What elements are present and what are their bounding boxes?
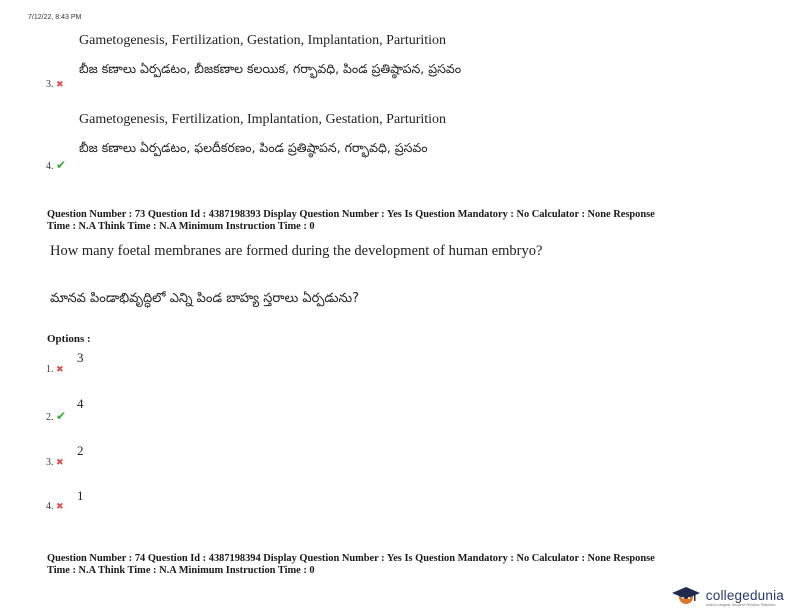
check-icon: ✔ bbox=[56, 158, 67, 172]
graduate-cap-icon bbox=[669, 586, 703, 608]
question-74-meta bbox=[47, 553, 655, 577]
option-3-value: 2 bbox=[77, 443, 84, 458]
check-icon: ✔ bbox=[56, 409, 67, 423]
options-label: Options : bbox=[47, 333, 91, 345]
meta-line-1: Question Number : 74 Question Id : 4387198394 Display Question Number : Yes Is Question Mandatory : No Calculator : None Response bbox=[47, 553, 655, 564]
option-4-value: 1 bbox=[77, 488, 84, 503]
prev-option-3-english: Gametogenesis, Fertilization, Gestation, Implantation, Parturition bbox=[79, 33, 447, 48]
option-number: 4. bbox=[46, 501, 54, 512]
meta-line-1: Question Number : 73 Question Id : 4387198393 Display Question Number : Yes Is Question Mandatory : No Calculator : None Response bbox=[47, 209, 655, 220]
option-3-number bbox=[46, 457, 64, 468]
prev-option-3-telugu: బీజ కణాలు ఏర్పడటం, బీజకణాల కలయిక, గర్భావధి, పిండ ప్రతిష్ఠాపన, ప్రసవం bbox=[79, 61, 462, 76]
option-1-value: 3 bbox=[77, 350, 84, 365]
option-number: 3. bbox=[46, 457, 54, 468]
prev-option-3-number bbox=[46, 79, 64, 90]
prev-option-4-number bbox=[46, 158, 66, 172]
prev-option-4-english: Gametogenesis, Fertilization, Implantation, Gestation, Parturition bbox=[79, 112, 447, 127]
cross-icon: ✖ bbox=[56, 458, 64, 468]
question-73-text-english: How many foetal membranes are formed during the development of human embryo? bbox=[50, 243, 543, 259]
print-timestamp: 7/12/22, 8:43 PM bbox=[28, 14, 82, 21]
option-number: 4. bbox=[46, 161, 54, 172]
cross-icon: ✖ bbox=[56, 80, 64, 90]
option-number: 2. bbox=[46, 412, 54, 423]
option-1-number bbox=[46, 364, 64, 375]
option-2-number bbox=[46, 409, 66, 423]
prev-option-4-telugu: బీజ కణాలు ఏర్పడటం, ఫలదీకరణం, పిండ ప్రతిష్ఠాపన, గర్భావధి, ప్రసవం bbox=[79, 140, 428, 155]
option-4-number bbox=[46, 501, 64, 512]
logo-name: collegedunia bbox=[705, 587, 784, 603]
question-73-meta bbox=[47, 209, 655, 233]
logo-tagline: India's largest Student Review Platform bbox=[705, 601, 776, 607]
meta-line-2: Time : N.A Think Time : N.A Minimum Instruction Time : 0 bbox=[47, 221, 315, 232]
option-number: 1. bbox=[46, 364, 54, 375]
option-2-value: 4 bbox=[77, 396, 84, 411]
option-number: 3. bbox=[46, 79, 54, 90]
collegedunia-logo bbox=[669, 586, 784, 608]
cross-icon: ✖ bbox=[56, 365, 64, 375]
meta-line-2: Time : N.A Think Time : N.A Minimum Instruction Time : 0 bbox=[47, 565, 315, 576]
cross-icon: ✖ bbox=[56, 502, 64, 512]
question-73-text-telugu: మానవ పిండాభివృద్ధిలో ఎన్ని పిండ బాహ్య స్తరాలు ఏర్పడును? bbox=[50, 291, 360, 306]
